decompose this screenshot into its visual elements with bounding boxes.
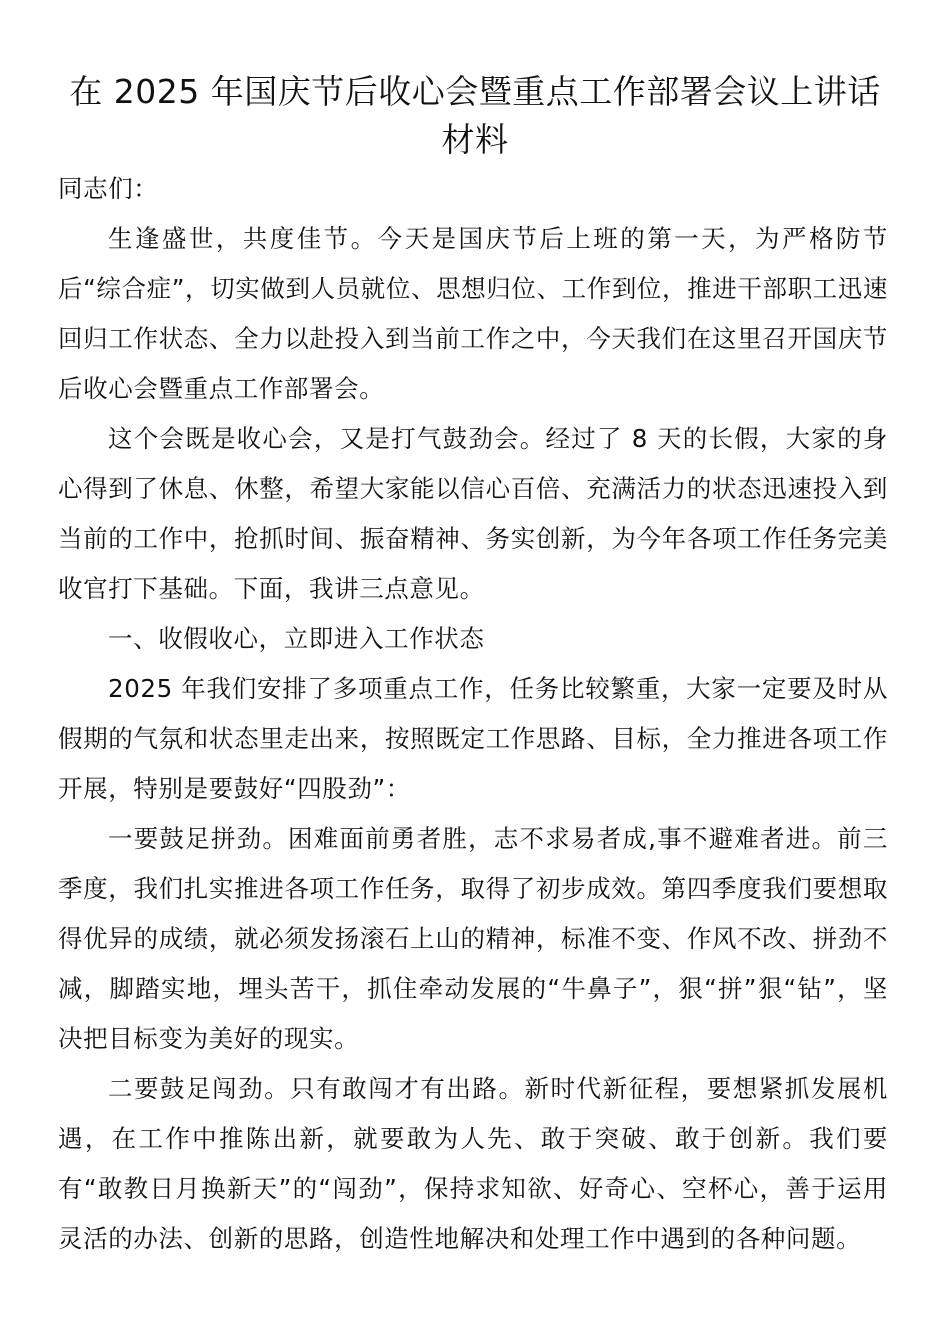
document-body — [58, 164, 888, 1264]
paragraph-section-1: 2025 年我们安排了多项重点工作，任务比较繁重，大家一定要及时从假期的气氛和状态里走出来，按照既定工作思路、目标，全力推进各项工作开展，特别是要鼓好“四股劲”： — [58, 674, 888, 803]
paragraph-chuangjin: 二要鼓足闯劲。只有敢闯才有出路。新时代新征程，要想紧抓发展机遇，在工作中推陈出新，就要敢为人先、敢于突破、敢于创新。我们要有“敢教日月换新天”的“闯劲”，保持求知欲、好奇心、空杯心，善于运用灵活的办法、创新的思路，创造性地解决和处理工作中遇到的各种问题。 — [58, 1074, 888, 1253]
paragraph-purpose: 这个会既是收心会，又是打气鼓劲会。经过了 8 天的长假，大家的身心得到了休息、休整，希望大家能以信心百倍、充满活力的状态迅速投入到当前的工作中，抢抓时间、振奋精神、务实创新，为今年各项工作任务完美收官打下基础。下面，我讲三点意见。 — [58, 424, 888, 603]
salutation: 同志们： — [58, 174, 159, 203]
document-title: 在 2025 年国庆节后收心会暨重点工作部署会议上讲话材料 — [69, 72, 881, 159]
paragraph-pinjin: 一要鼓足拼劲。困难面前勇者胜，志不求易者成,事不避难者进。前三季度，我们扎实推进各项工作任务，取得了初步成效。第四季度我们要想取得优异的成绩，就必须发扬滚石上山的精神，标准不变、作风不改、拼劲不减，脚踏实地，埋头苦干，抓住牵动发展的“牛鼻子”，狠“拼”狠“钻”，坚决把目标变为美好的现实。 — [58, 824, 888, 1053]
section-heading-1: 一、收假收心，立即进入工作状态 — [108, 624, 485, 653]
paragraph-intro: 生逢盛世，共度佳节。今天是国庆节后上班的第一天，为严格防节后“综合症”，切实做到人员就位、思想归位、工作到位，推进干部职工迅速回归工作状态、全力以赴投入到当前工作之中，今天我们在这里召开国庆节后收心会暨重点工作部署会。 — [58, 224, 888, 403]
